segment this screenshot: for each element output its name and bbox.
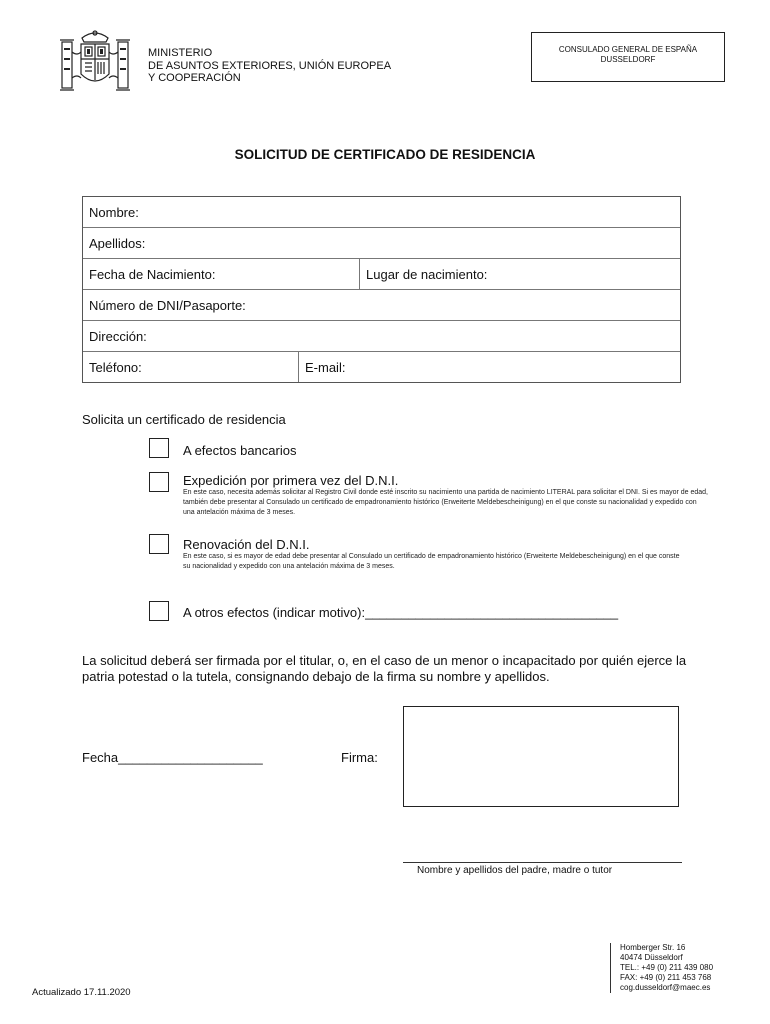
address-line: Homberger Str. 16 [620,943,686,952]
fecha-field[interactable]: Fecha____________________ [82,750,263,765]
signature-box[interactable] [403,706,679,807]
consulate-line: DUSSELDORF [600,55,656,64]
ministry-line: DE ASUNTOS EXTERIORES, UNIÓN EUROPEA [148,59,392,72]
apellidos-label: Apellidos: [89,236,146,251]
updated-date: Actualizado 17.11.2020 [32,987,131,998]
checkbox-renovacion-dni[interactable] [149,534,169,554]
row-direccion [83,320,680,351]
firma-label: Firma: [341,750,378,765]
consulate-line: CONSULADO GENERAL DE ESPAÑA [558,45,698,54]
address-line: FAX: +49 (0) 211 453 768 [620,973,712,982]
ministry-name [148,47,391,85]
dni-label: Número de DNI/Pasaporte: [89,298,246,313]
row-nacimiento [83,258,680,289]
signature-instruction: La solicitud deberá ser firmada por el titular, o, en el caso de un menor o incapacitado por quién ejerce la patria potestad o la tutela, consignando debajo de la firma su nombre y apellidos. [82,653,687,684]
option-otros-label: A otros efectos (indicar motivo):___________________________________ [183,605,619,620]
row-contacto [83,351,680,382]
lugar-nacimiento-label: Lugar de nacimiento: [366,267,488,282]
direccion-field[interactable] [83,321,680,351]
option-renovacion-dni-note: En este caso, si es mayor de edad debe presentar al Consulado un certificado de empadronamiento histórico (Erweiterte Meldebescheinigung) en el que conste su nacionalidad y expedido con una antelación máxima de 3 meses. [183,553,680,570]
fecha-nacimiento-field[interactable] [83,259,359,289]
ministry-line: Y COOPERACIÓN [148,72,241,84]
option-bancarios-label: A efectos bancarios [183,443,297,458]
email-label: E-mail: [305,360,346,375]
address-line: cog.dusseldorf@maec.es [620,983,711,992]
personal-data-table [82,196,681,383]
request-lead: Solicita un certificado de residencia [82,412,286,427]
ministry-line: MINISTERIO [148,47,213,59]
telefono-label: Teléfono: [89,360,142,375]
checkbox-primera-dni[interactable] [149,472,169,492]
address-line: 40474 Düsseldorf [620,953,683,962]
coat-of-arms-icon [52,28,138,103]
fecha-nacimiento-label: Fecha de Nacimiento: [89,267,216,282]
consulate-address [610,943,713,993]
nombre-label: Nombre: [89,205,139,220]
tutor-caption: Nombre y apellidos del padre, madre o tutor [417,865,613,876]
telefono-field[interactable] [83,352,298,382]
page-title: SOLICITUD DE CERTIFICADO DE RESIDENCIA [234,147,536,162]
option-primera-dni-label: Expedición por primera vez del D.N.I. [183,473,399,488]
option-primera-dni-note: En este caso, necesita además solicitar al Registro Civil donde esté inscrito su nacimiento una partida de nacimiento LITERAL para solicitar el DNI. Si es mayor de edad, también debe presentar al Consulado un certificado de empadronamiento histórico (Erweiterte Meldebescheinigung) en el que conste su nacionalidad y expedido con una antelación máxima de 3 meses. [183,489,708,516]
row-dni [83,289,680,320]
row-nombre [83,197,680,227]
tutor-name-line[interactable] [403,862,682,863]
lugar-nacimiento-field[interactable] [359,259,680,289]
direccion-label: Dirección: [89,329,147,344]
checkbox-otros[interactable] [149,601,169,621]
dni-field[interactable] [83,290,680,320]
email-field[interactable] [298,352,680,382]
row-apellidos [83,227,680,258]
nombre-field[interactable] [83,197,680,227]
consulate-box [531,32,725,82]
option-renovacion-dni-label: Renovación del D.N.I. [183,537,310,552]
checkbox-bancarios[interactable] [149,438,169,458]
address-line: TEL.: +49 (0) 211 439 080 [620,963,714,972]
apellidos-field[interactable] [83,228,680,258]
